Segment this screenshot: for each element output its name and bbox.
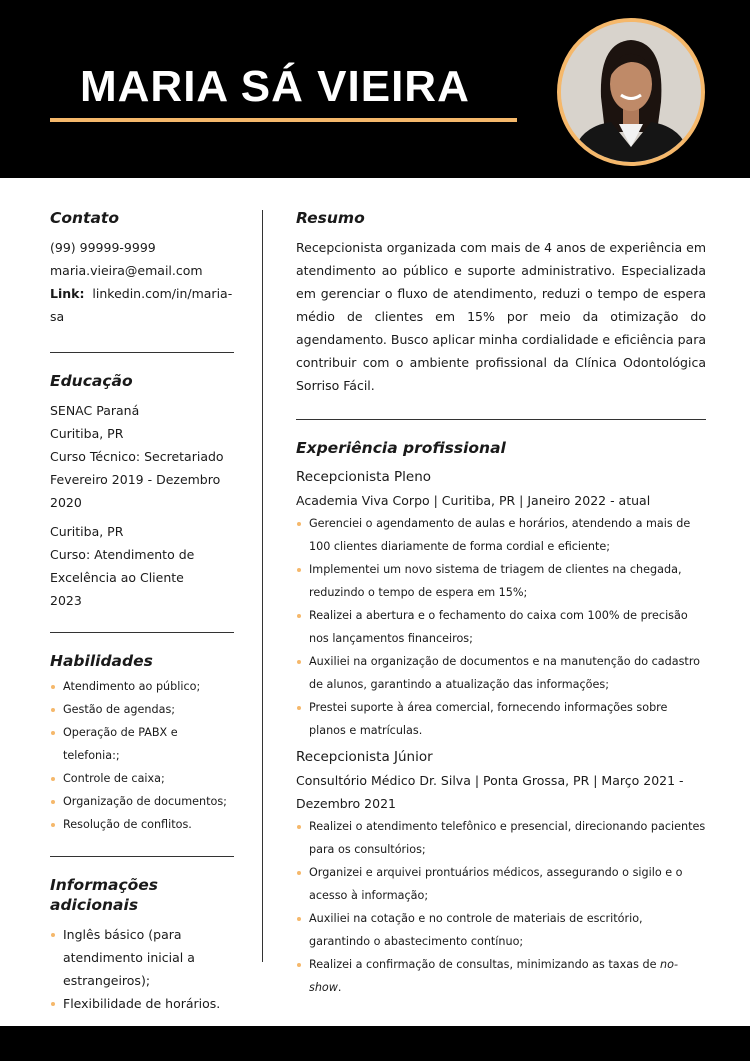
summary-text: Recepcionista organizada com mais de 4 anos de experiência em atendimento ao público e suporte administrativo. Especializada em gerenciar o fluxo de atendimento, reduzi o tempo de espera médio de clientes em 15% por meio da otimização do agendamento. Busco aplicar minha cordialidade e eficiência para contribuir com o ambiente profissional da Clínica Odontológica Sorriso Fácil.	[296, 240, 706, 393]
course: Curso: Atendimento de Excelência ao Cliente	[50, 547, 195, 585]
bullet-emphasis: no-show	[309, 958, 678, 994]
profile-photo	[557, 18, 705, 166]
divider	[50, 856, 234, 857]
skills-section	[50, 651, 234, 836]
column-divider	[262, 210, 263, 962]
experience-section	[296, 438, 706, 999]
course: Curso Técnico: Secretariado	[50, 449, 224, 464]
education-entry	[50, 399, 234, 514]
candidate-name: MARIA SÁ VIEIRA	[80, 62, 470, 111]
education-section	[50, 371, 234, 612]
job-bullet: Auxiliei na cotação e no controle de materiais de escritório, garantindo o abastecimento contínuo;	[296, 907, 706, 953]
job-bullet: Auxiliei na organização de documentos e na manutenção do cadastro de alunos, garantindo a atualização das informações;	[296, 650, 706, 696]
job-bullet: Gerenciei o agendamento de aulas e horários, atendendo a mais de 100 clientes diariamente de forma cordial e eficiente;	[296, 512, 706, 558]
phone: (99) 99999-9999	[50, 240, 156, 255]
period: Fevereiro 2019 - Dezembro 2020	[50, 472, 221, 510]
job-bullet: Realizei o atendimento telefônico e presencial, direcionando pacientes para os consultórios;	[296, 815, 706, 861]
bullet-text: .	[337, 981, 342, 994]
skill-item: Organização de documentos;	[50, 790, 234, 813]
additional-item: Flexibilidade de horários.	[50, 992, 234, 1015]
divider	[50, 632, 234, 633]
job-bullet	[296, 953, 706, 999]
location: Curitiba, PR	[50, 524, 124, 539]
institution: SENAC Paraná	[50, 403, 140, 418]
divider	[296, 419, 706, 420]
additional-item: Inglês básico (para atendimento inicial a estrangeiros);	[50, 923, 234, 992]
footer-bar	[0, 1026, 750, 1061]
skill-item: Atendimento ao público;	[50, 675, 234, 698]
summary-section	[296, 208, 706, 397]
skill-item: Controle de caixa;	[50, 767, 234, 790]
linkedin-link[interactable]: linkedin.com/in/maria-sa	[50, 286, 233, 324]
job-bullet: Prestei suporte à área comercial, fornecendo informações sobre planos e matrículas.	[296, 696, 706, 742]
left-column	[50, 208, 234, 1015]
period: 2023	[50, 593, 82, 608]
additional-info-section	[50, 875, 234, 1015]
job-bullet: Realizei a abertura e o fechamento do caixa com 100% de precisão nos lançamentos financeiros;	[296, 604, 706, 650]
skill-item: Operação de PABX e telefonia:;	[50, 721, 234, 767]
email[interactable]: maria.vieira@email.com	[50, 263, 203, 278]
header-banner	[0, 0, 750, 178]
job-bullet: Implementei um novo sistema de triagem de clientes na chegada, reduzindo o tempo de espera em 15%;	[296, 558, 706, 604]
job-role: Recepcionista Júnior	[296, 749, 433, 765]
skill-item: Gestão de agendas;	[50, 698, 234, 721]
skills-title: Habilidades	[50, 652, 153, 670]
link-label: Link:	[50, 286, 85, 301]
name-underline	[50, 118, 517, 122]
contact-title: Contato	[50, 209, 119, 227]
job-entry	[296, 466, 706, 742]
summary-title: Resumo	[296, 209, 365, 227]
education-title: Educação	[50, 372, 133, 390]
experience-title: Experiência profissional	[296, 439, 506, 457]
job-role: Recepcionista Pleno	[296, 469, 432, 485]
job-company: Academia Viva Corpo | Curitiba, PR | Janeiro 2022 - atual	[296, 493, 651, 508]
contact-section	[50, 208, 234, 328]
job-entry	[296, 746, 706, 999]
divider	[50, 352, 234, 353]
education-entry	[50, 520, 234, 612]
skill-item: Resolução de conflitos.	[50, 813, 234, 836]
job-company: Consultório Médico Dr. Silva | Ponta Grossa, PR | Março 2021 - Dezembro 2021	[296, 773, 684, 811]
job-bullet: Organizei e arquivei prontuários médicos, assegurando o sigilo e o acesso à informação;	[296, 861, 706, 907]
location: Curitiba, PR	[50, 426, 124, 441]
bullet-text: Realizei a confirmação de consultas, minimizando as taxas de	[309, 958, 661, 971]
additional-info-title: Informações adicionais	[50, 876, 159, 914]
right-column	[296, 208, 706, 999]
